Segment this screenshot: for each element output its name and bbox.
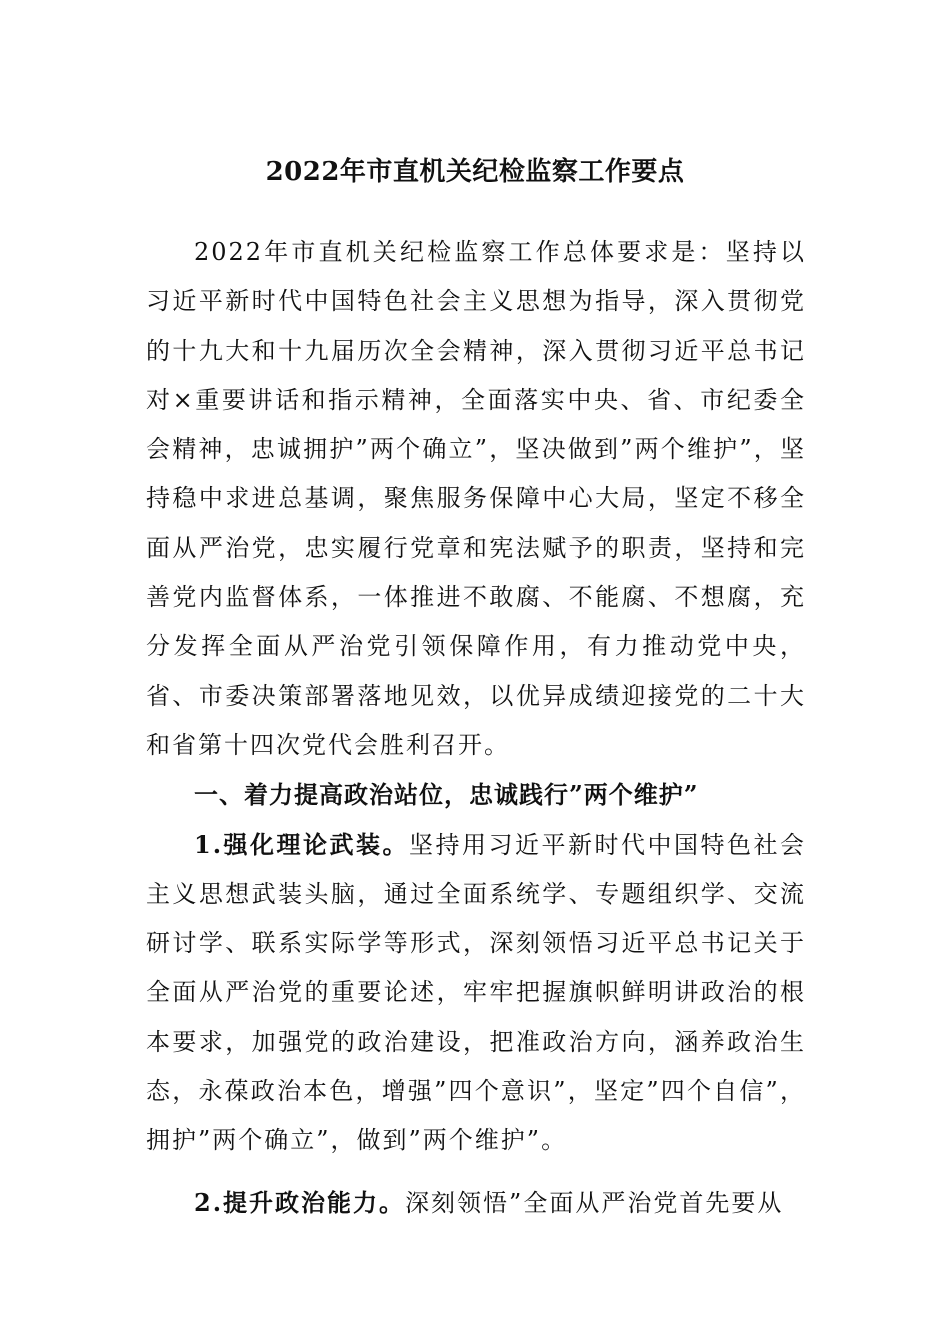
document-body [146,228,806,1228]
item-paragraph-2 [146,1178,806,1228]
document-title: 2022年市直机关纪检监察工作要点 [265,157,685,187]
intro-paragraph: 2022年市直机关纪检监察工作总体要求是：坚持以习近平新时代中国特色社会主义思想为指导，深入贯彻党的十九大和十九届历次全会精神，深入贯彻习近平总书记对×重要讲话和指示精神，全面落实中央、省、市纪委全会精神，忠诚拥护”两个确立”，坚决做到”两个维护”，坚持稳中求进总基调，聚焦服务保障中心大局，坚定不移全面从严治党，忠实履行党章和宪法赋予的职责，坚持和完善党内监督体系，一体推进不敢腐、不能腐、不想腐，充分发挥全面从严治党引领保障作用，有力推动党中央，省、市委决策部署落地见效，以优异成绩迎接党的二十大和省第十四次党代会胜利召开。 [146,238,806,759]
item-lead-1: 1.强化理论武装。 [194,829,410,859]
item-text-1: 坚持用习近平新时代中国特色社会主义思想武装头脑，通过全面系统学、专题组织学、交流研讨学、联系实际学等形式，深刻领悟习近平总书记关于全面从严治党的重要论述，牢牢把握旗帜鲜明讲政治的根本要求，加强党的政治建设，把准政治方向，涵养政治生态，永葆政治本色，增强”四个意识”，坚定”四个自信”，拥护”两个确立”，做到”两个维护”。 [146,830,807,1155]
item-text-2: 深刻领悟”全面从严治党首先要从 [405,1188,784,1217]
section-heading: 一、着力提高政治站位，忠诚践行”两个维护” [194,780,699,810]
item-paragraph-1 [146,820,806,1166]
item-lead-2: 2.提升政治能力。 [194,1187,406,1217]
